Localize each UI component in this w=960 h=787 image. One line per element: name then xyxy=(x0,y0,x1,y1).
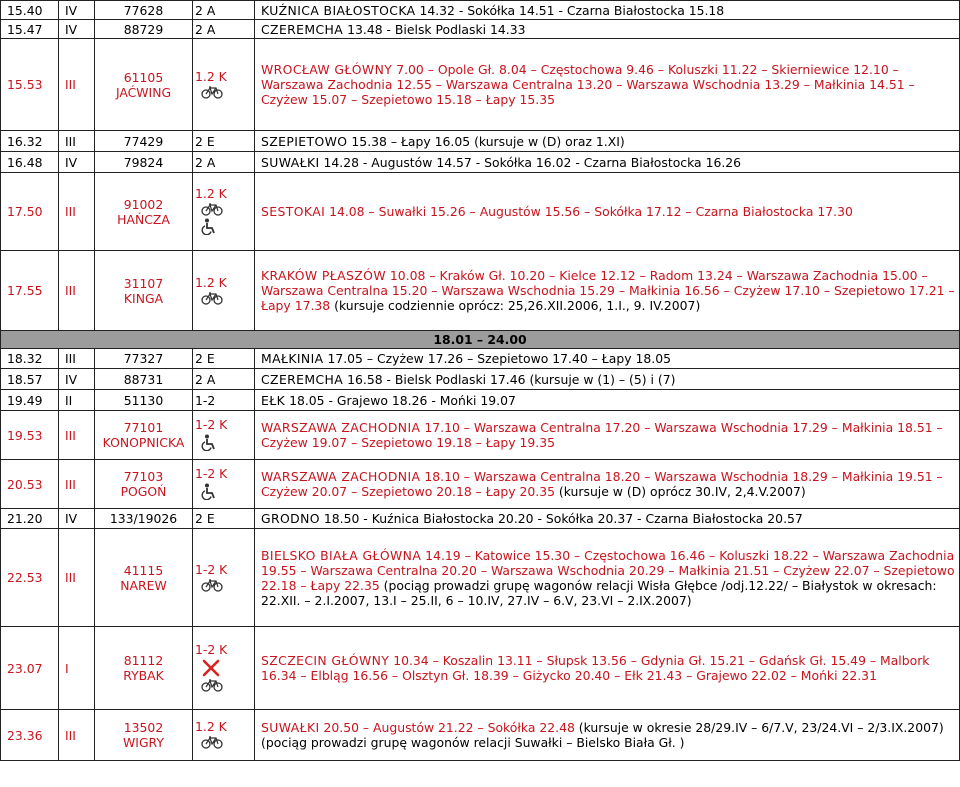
route-text: 17.05 – Czyżew 17.26 – Szepietowo 17.40 – Łapy 18.05 xyxy=(327,351,671,366)
table-row xyxy=(1,627,960,710)
train-category: III xyxy=(59,710,95,761)
train-number: 77429 xyxy=(95,131,193,152)
route-text: 14.32 - Sokółka 14.51 - Czarna Białostocka 15.18 xyxy=(419,2,725,18)
train-number-cell xyxy=(95,251,193,331)
route-text: 15.38 – Łapy 16.05 (kursuje w (D) oraz 1.XI) xyxy=(351,133,625,149)
departure-time: 15.47 xyxy=(1,20,59,39)
origin-station: SZEPIETOWO xyxy=(261,133,348,149)
origin-station: SUWAŁKI xyxy=(261,154,320,170)
train-class: 1-2 K xyxy=(195,642,228,657)
train-number: 88731 xyxy=(95,369,193,390)
train-name: KINGA xyxy=(123,290,164,306)
train-category: III xyxy=(59,349,95,369)
route-cell xyxy=(255,131,960,152)
route-cell xyxy=(255,411,960,460)
section-header-row xyxy=(1,331,960,349)
origin-station: SESTOKAI xyxy=(261,204,326,219)
origin-station: WARSZAWA ZACHODNIA xyxy=(261,420,421,435)
train-number: 51130 xyxy=(95,390,193,411)
route-cell xyxy=(255,1,960,20)
train-name: WIGRY xyxy=(123,735,164,750)
train-class-cell xyxy=(193,529,255,627)
route-text: 16.58 - Bielsk Podlaski 17.46 (kursuje w (1) – (5) i (7) xyxy=(347,371,676,387)
train-category: III xyxy=(59,529,95,627)
route-note: (kursuje w (D) oprócz 30.IV, 2,4.V.2007) xyxy=(558,484,806,499)
train-number: 91002 xyxy=(123,196,164,212)
departure-time: 21.20 xyxy=(1,509,59,529)
route-cell xyxy=(255,390,960,411)
table-row xyxy=(1,390,960,411)
route-cell xyxy=(255,152,960,173)
table-row xyxy=(1,251,960,331)
route-cell xyxy=(255,627,960,710)
train-class: 1.2 K xyxy=(195,274,227,290)
route-text: 14.19 – Katowice 15.30 – Częstochowa 16.46 – Koluszki 18.22 – Warszawa Zachodnia 19.55 – Warszawa Centralna 20.20 – Warszawa Wschodnia 20.29 – Małkinia 21.51 – Czyżew 22.07 – Szepietowo 22.18 – Łapy 22.35 xyxy=(261,547,955,593)
route-note: (kursuje codziennie oprócz: 25,26.XII.2006, 1.I., 9. IV.2007) xyxy=(334,298,701,313)
bicycle-icon xyxy=(201,203,252,216)
table-row xyxy=(1,152,960,173)
train-class: 1-2 K xyxy=(195,561,228,577)
train-category: III xyxy=(59,460,95,509)
train-number-cell xyxy=(95,173,193,251)
train-class: 1.2 K xyxy=(195,186,227,201)
train-number: 77628 xyxy=(95,1,193,20)
origin-station: WROCŁAW GŁÓWNY xyxy=(261,62,393,77)
train-number: 41115 xyxy=(123,562,164,578)
departure-time: 20.53 xyxy=(1,460,59,509)
departure-time: 23.36 xyxy=(1,710,59,761)
route-text: 10.34 – Koszalin 13.11 – Słupsk 13.56 – Gdynia Gł. 15.21 – Gdańsk Gł. 15.49 – Malbork 16.34 – Elbląg 16.56 – Olsztyn Gł. 18.39 – Giżycko 20.40 – Ełk 21.43 – Grajewo 22.02 – Mońki 22.31 xyxy=(261,653,930,683)
train-category: III xyxy=(59,411,95,460)
origin-station: WARSZAWA ZACHODNIA xyxy=(261,469,421,484)
train-name: NAREW xyxy=(120,577,167,593)
train-category: IV xyxy=(59,20,95,39)
route-text: 13.48 - Bielsk Podlaski 14.33 xyxy=(347,21,526,37)
origin-station: GRODNO xyxy=(261,511,320,526)
departure-time: 17.55 xyxy=(1,251,59,331)
departure-time: 19.53 xyxy=(1,411,59,460)
departure-time: 18.57 xyxy=(1,369,59,390)
origin-station: EŁK xyxy=(261,392,286,408)
train-name: POGOŃ xyxy=(120,484,167,499)
departure-time: 22.53 xyxy=(1,529,59,627)
route-cell xyxy=(255,529,960,627)
train-number-cell xyxy=(95,460,193,509)
departure-time: 15.40 xyxy=(1,1,59,20)
route-cell xyxy=(255,39,960,131)
bicycle-icon xyxy=(201,736,252,749)
departure-time: 18.32 xyxy=(1,349,59,369)
train-number: 79824 xyxy=(95,152,193,173)
route-text: 7.00 – Opole Gł. 8.04 – Częstochowa 9.46 – Koluszki 11.22 – Skierniewice 12.10 – Warszawa Zachodnia 12.55 – Warszawa Centralna 13.20 – Warszawa Wschodnia 13.29 – Małkinia 14.51 – Czyżew 15.07 – Szepietowo 15.18 – Łapy 15.35 xyxy=(261,62,915,107)
route-text: 18.05 - Grajewo 18.26 - Mońki 19.07 xyxy=(289,392,516,408)
train-class: 1-2 K xyxy=(195,417,228,432)
table-row xyxy=(1,20,960,39)
route-cell xyxy=(255,251,960,331)
train-class-cell xyxy=(193,460,255,509)
train-class: 2 A xyxy=(193,20,255,39)
route-cell xyxy=(255,509,960,529)
route-text: 18.50 - Kuźnica Białostocka 20.20 - Sokółka 20.37 - Czarna Białostocka 20.57 xyxy=(323,511,803,526)
table-row xyxy=(1,369,960,390)
table-row xyxy=(1,39,960,131)
table-row xyxy=(1,710,960,761)
train-name: JAĆWING xyxy=(115,84,172,100)
train-number: 77327 xyxy=(95,349,193,369)
departure-time: 17.50 xyxy=(1,173,59,251)
route-text: 18.10 – Warszawa Centralna 18.20 – Warszawa Wschodnia 18.29 – Małkinia 19.51 – Czyżew 20.07 – Szepietowo 20.18 – Łapy 20.35 xyxy=(261,469,943,499)
train-class: 1-2 K xyxy=(195,466,228,481)
route-cell xyxy=(255,369,960,390)
train-number: 77103 xyxy=(123,469,164,484)
train-category: III xyxy=(59,251,95,331)
bicycle-icon xyxy=(201,579,252,592)
route-text: 14.28 - Augustów 14.57 - Sokółka 16.02 - Czarna Białostocka 16.26 xyxy=(323,154,742,170)
wheelchair-icon xyxy=(201,218,252,235)
train-class-cell xyxy=(193,251,255,331)
train-category: II xyxy=(59,390,95,411)
train-category: III xyxy=(59,39,95,131)
train-class: 2 E xyxy=(193,131,255,152)
table-row xyxy=(1,411,960,460)
route-note: (pociąg prowadzi grupę wagonów relacji Suwałki – Bielsko Biała Gł. ) xyxy=(261,735,685,750)
route-cell xyxy=(255,20,960,39)
wheelchair-icon xyxy=(201,483,252,500)
departure-time: 16.32 xyxy=(1,131,59,152)
train-number: 31107 xyxy=(123,275,164,291)
train-number: 13502 xyxy=(123,720,164,735)
route-cell xyxy=(255,173,960,251)
train-class: 1-2 xyxy=(193,390,255,411)
origin-station: KUŹNICA BIAŁOSTOCKA xyxy=(261,2,416,18)
train-class-cell xyxy=(193,627,255,710)
table-row xyxy=(1,349,960,369)
train-number-cell xyxy=(95,710,193,761)
origin-station: MAŁKINIA xyxy=(261,351,324,366)
route-text: 17.10 – Warszawa Centralna 17.20 – Warszawa Wschodnia 17.29 – Małkinia 18.51 – Czyżew 19.07 – Szepietowo 19.18 – Łapy 19.35 xyxy=(261,420,943,450)
route-note: (pociąg prowadzi grupę wagonów relacji Wisła Głębce /odj.12.22/ – Białystok w okresach: 22.XII. – 2.I.2007, 13.I – 25.II, 6 – 10.IV, 27.IV – 6.V, 23.VI – 2.IX.2007) xyxy=(261,577,937,608)
train-number-cell xyxy=(95,529,193,627)
table-row xyxy=(1,173,960,251)
train-class: 1.2 K xyxy=(195,719,227,734)
origin-station: BIELSKO BIAŁA GŁÓWNA xyxy=(261,547,422,563)
train-class-cell xyxy=(193,411,255,460)
train-category: IV xyxy=(59,1,95,20)
origin-station: CZEREMCHA xyxy=(261,21,344,37)
restaurant-icon xyxy=(201,659,252,677)
route-text: 10.08 – Kraków Gł. 10.20 – Kielce 12.12 – Radom 13.24 – Warszawa Zachodnia 15.00 – Warszawa Centralna 15.20 – Warszawa Wschodnia 15.29 – Małkinia 16.56 – Czyżew 17.10 – Szepietowo 17.21 – Łapy 17.38 xyxy=(261,268,955,313)
train-class: 1.2 K xyxy=(195,68,227,84)
origin-station: SUWAŁKI xyxy=(261,720,320,735)
train-class: 2 A xyxy=(193,1,255,20)
bicycle-icon xyxy=(201,86,252,99)
train-class: 2 E xyxy=(193,349,255,369)
origin-station: KRAKÓW PŁASZÓW xyxy=(261,268,386,283)
table-row xyxy=(1,529,960,627)
train-class: 2 A xyxy=(193,369,255,390)
train-number: 88729 xyxy=(95,20,193,39)
train-number-cell xyxy=(95,627,193,710)
table-row xyxy=(1,1,960,20)
train-category: I xyxy=(59,627,95,710)
origin-station: CZEREMCHA xyxy=(261,371,344,387)
train-name: KONOPNICKA xyxy=(102,435,185,450)
train-category: IV xyxy=(59,369,95,390)
departure-time: 15.53 xyxy=(1,39,59,131)
train-category: IV xyxy=(59,152,95,173)
time-range-header: 18.01 – 24.00 xyxy=(1,331,960,349)
train-class-cell xyxy=(193,39,255,131)
train-number: 133/19026 xyxy=(95,509,193,529)
route-cell xyxy=(255,710,960,761)
bicycle-icon xyxy=(201,292,252,305)
train-category: IV xyxy=(59,509,95,529)
train-class: 2 A xyxy=(193,152,255,173)
train-name: RYBAK xyxy=(123,668,164,683)
route-text: 14.08 – Suwałki 15.26 – Augustów 15.56 – Sokółka 17.12 – Czarna Białostocka 17.30 xyxy=(329,204,853,219)
table-row xyxy=(1,131,960,152)
origin-station: SZCZECIN GŁÓWNY xyxy=(261,653,390,668)
train-class: 2 E xyxy=(193,509,255,529)
route-cell xyxy=(255,460,960,509)
table-row xyxy=(1,460,960,509)
train-category: III xyxy=(59,131,95,152)
route-note: (kursuje w okresie 28/29.IV – 6/7.V, 23/24.VI – 2/3.IX.2007) xyxy=(578,720,944,735)
train-class-cell xyxy=(193,710,255,761)
train-number-cell xyxy=(95,411,193,460)
train-name: HAŃCZA xyxy=(117,211,170,227)
departure-time: 16.48 xyxy=(1,152,59,173)
departure-time: 19.49 xyxy=(1,390,59,411)
departure-time: 23.07 xyxy=(1,627,59,710)
train-class-cell xyxy=(193,173,255,251)
bicycle-icon xyxy=(201,679,252,692)
route-text: 20.50 – Augustów 21.22 – Sokółka 22.48 xyxy=(323,720,575,735)
train-number-cell xyxy=(95,39,193,131)
train-number: 81112 xyxy=(123,653,164,668)
train-number: 61105 xyxy=(123,69,164,85)
train-category: III xyxy=(59,173,95,251)
train-number: 77101 xyxy=(123,420,164,435)
wheelchair-icon xyxy=(201,434,252,451)
table-row xyxy=(1,509,960,529)
route-cell xyxy=(255,349,960,369)
